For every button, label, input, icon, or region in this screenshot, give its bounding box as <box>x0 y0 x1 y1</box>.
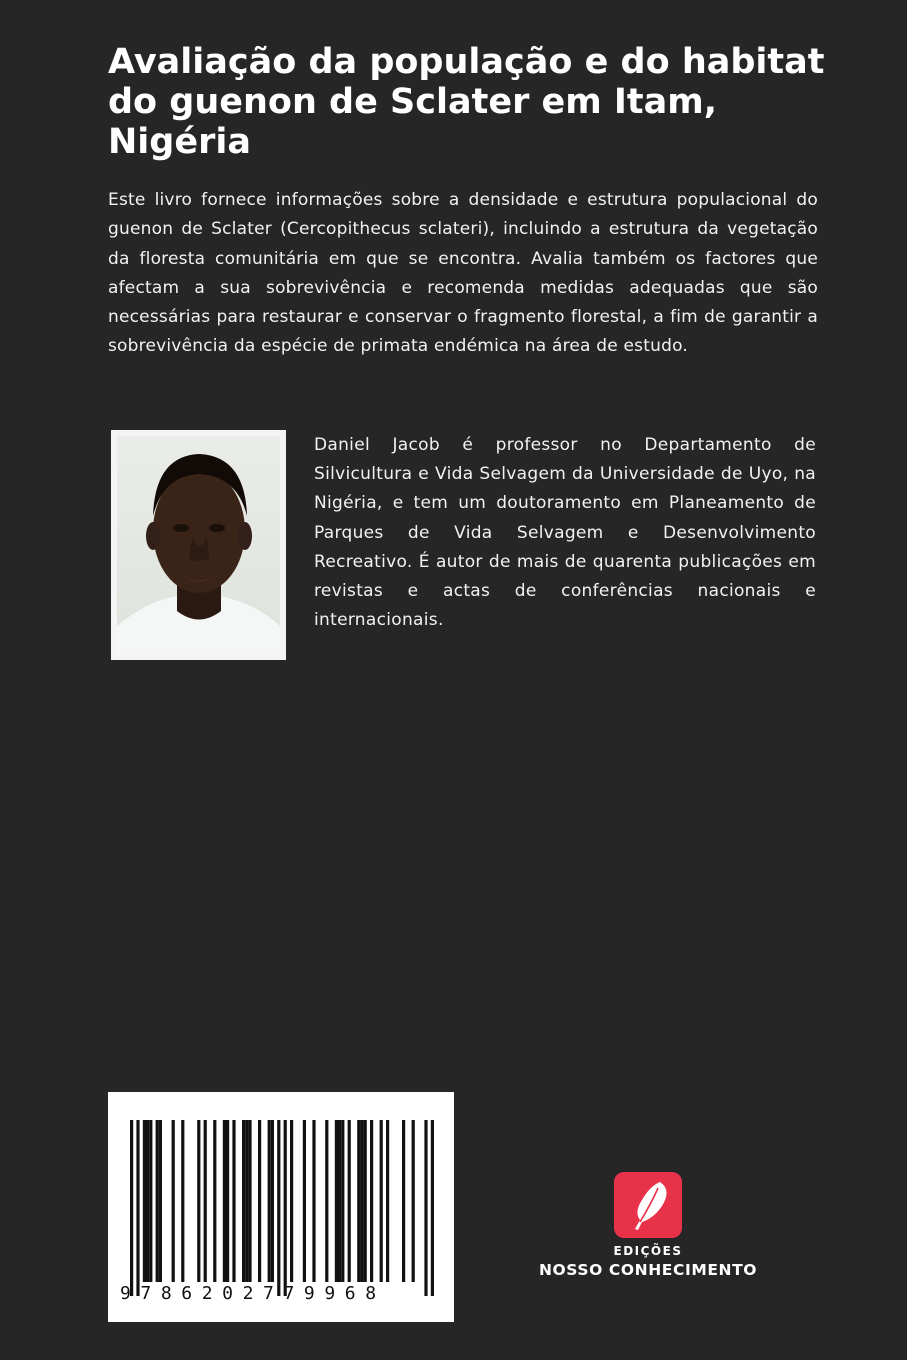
barcode-bar <box>386 1120 389 1282</box>
isbn-barcode <box>108 1092 454 1322</box>
barcode-bar <box>146 1120 149 1282</box>
barcode-bar <box>348 1120 351 1282</box>
barcode-bar <box>258 1120 261 1282</box>
barcode-bar <box>303 1120 306 1282</box>
barcode-bar <box>232 1120 235 1282</box>
barcode-bar <box>149 1120 152 1282</box>
isbn-number: 9786202779968 <box>120 1283 386 1304</box>
barcode-bar <box>136 1120 139 1296</box>
barcode-bar <box>312 1120 315 1282</box>
barcode-bar <box>271 1120 274 1282</box>
barcode-bar <box>424 1120 427 1296</box>
barcode-bar <box>360 1120 363 1282</box>
publisher-label: EDIÇÕES <box>613 1244 683 1258</box>
barcode-bar <box>172 1120 175 1282</box>
barcode-bar <box>341 1120 344 1282</box>
publisher-logo <box>530 1172 766 1279</box>
barcode-bar <box>277 1120 280 1296</box>
barcode-bar <box>268 1120 271 1282</box>
barcode-bar <box>335 1120 338 1282</box>
barcode-bar <box>226 1120 229 1282</box>
barcode-bar <box>245 1120 248 1282</box>
barcode-bar <box>402 1120 405 1282</box>
author-photo <box>111 430 286 660</box>
publisher-name: NOSSO CONHECIMENTO <box>538 1261 758 1279</box>
barcode-bar <box>223 1120 226 1282</box>
barcode-bar <box>181 1120 184 1282</box>
barcode-bar <box>364 1120 367 1282</box>
barcode-bar <box>248 1120 251 1282</box>
barcode-bar <box>380 1120 383 1282</box>
book-title: Avaliação da população e do habitat do guenon de Sclater em Itam, Nigéria <box>108 42 825 162</box>
barcode-bar <box>204 1120 207 1282</box>
barcode-bar <box>370 1120 373 1282</box>
barcode-bar <box>130 1120 133 1296</box>
barcode-bar <box>213 1120 216 1282</box>
barcode-bar <box>338 1120 341 1282</box>
barcode-bar <box>290 1120 293 1282</box>
barcode-bar <box>357 1120 360 1282</box>
barcode-bar <box>431 1120 434 1296</box>
author-bio: Daniel Jacob é professor no Departamento de Silvicultura e Vida Selvagem da Universidade de Uyo, na Nigéria, e tem um doutoramento em Planeamento de Parques de Vida Selvagem e Desenvolvimento Recreativo. É autor de mais de quarenta publicações em revistas e actas de conferências nacionais e internacionais. <box>314 435 816 631</box>
barcode-bar <box>197 1120 200 1282</box>
barcode-bar <box>325 1120 328 1282</box>
barcode-bar <box>242 1120 245 1282</box>
feather-icon <box>614 1172 682 1238</box>
author-portrait-image <box>117 436 280 654</box>
barcode-bar <box>159 1120 162 1282</box>
barcode-bar <box>284 1120 287 1296</box>
book-description: Este livro fornece informações sobre a densidade e estrutura populacional do guenon de Sclater (Cercopithecus sclateri), incluindo a estrutura da vegetação da floresta comunitária em que se encontra. Avalia também os factores que afectam a sua sobrevivência e recomenda medidas adequadas que são necessárias para restaurar e conservar o fragmento florestal, a fim de garantir a sobrevivência da espécie de primata endémica na área de estudo. <box>108 190 818 357</box>
barcode-bar <box>143 1120 146 1282</box>
barcode-bar <box>412 1120 415 1282</box>
barcode-bar <box>156 1120 159 1282</box>
